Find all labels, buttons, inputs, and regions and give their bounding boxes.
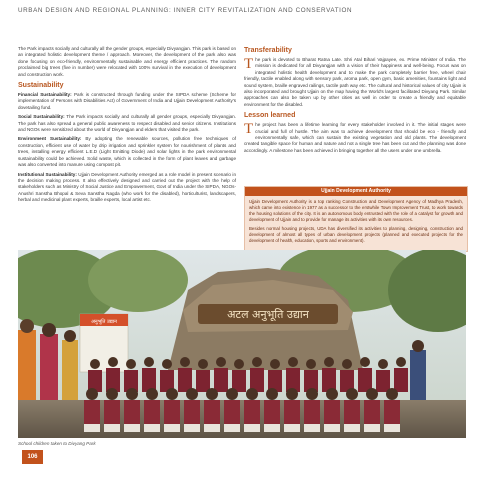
institutional-text: Ujjain Development Authority emerged as a role model in present scenario in the decision making process. It also effectively designed and carried out the project with the help of stakeholders such as Ministry of Social Justice and Empowerment, Govt of India under the SIPDA, NGOs- Anushri Sanstha Bhopal & Seva Sanstha Nagda (who work for the disabled), horticulturist, landscapers, herbal and medicinal plant experts, braille experts, local artist etc. [18, 171, 236, 203]
left-column [18, 46, 236, 207]
financial-label: Financial Sustainability: [18, 92, 72, 98]
park-photo-illustration [18, 250, 466, 438]
drop-cap: T [244, 56, 254, 72]
uda-info-box [244, 186, 468, 252]
uda-box-paragraph: Ujjain Development Authority is a top ranking Construction and Development Agency of Madhya Pradesh, which came into existence in 1977 as a successor to the erstwhile Town Improvement Trust, to work towards the housing solutions of the city. It is an autonomous body entrusted with the role of a catalyst for growth and development of Ujjain and to provide for manage its activities with its own resources. [249, 199, 463, 222]
environment-paragraph [18, 136, 236, 168]
environment-text: By adopting the renewable sources, pollution free techniques of construction, efficient use of water by drip irrigation and sprinkler system for nourishment of plants and trees, installing energy efficient L.E.D (Light Emitting Diode) and solar lights in the park environmental sustainability could be achieved. Solid waste, which is collected in the form of plant leaves and garbage was also converted into manure using compost pit. [18, 136, 237, 168]
park-photo [18, 250, 466, 438]
photo-caption: School children taken to Divyang Park [18, 441, 96, 446]
environment-label: Environment Sustainability: [18, 136, 82, 142]
drop-cap: T [244, 121, 254, 138]
transferability-heading: Transferability [244, 47, 292, 54]
social-text: The Park impacts socially and culturally all gender groups, especially Divyangjan. The park has also spread a general public awareness to respect disabled and senior citizens. Institutions and NGOs were sensitized about the world of Divyangjan and elders that visited the park. [18, 114, 236, 133]
banner-text: अनुभूति उद्यान [91, 319, 117, 325]
institutional-paragraph [18, 172, 236, 204]
park-sign-text: अटल अनुभूति उद्यान [227, 308, 309, 321]
lesson-text: he project has been a lifetime learning for every stakeholder involved in it. The initial stages were crucial and full of hustle. The aim was to achieve development that should be eco - friendly and environmentally safe, which can sustain the existing vegetation and old plants. The development created tangible space for human and nature and not a single tree has been cut and the planning was done accordingly. A milestone has been achieved in bringing together all the users under one umbrella. [244, 122, 466, 153]
uda-box-paragraph: Besides normal housing projects, UDA has diversified its activities to planning, designing, construction and development of almost all types of urban development projects (planned and executed projects for the development of health, education, sports and environment). [249, 226, 463, 243]
sustainability-heading: Sustainability [18, 82, 64, 90]
right-column [244, 46, 466, 157]
lesson-paragraph [244, 122, 466, 154]
running-header: URBAN DESIGN AND REGIONAL PLANNING: INNER CITY REVITALIZATION AND CONSERVATION [18, 7, 353, 14]
financial-paragraph [18, 92, 236, 111]
uda-box-title: Ujjain Development Authority [245, 187, 467, 196]
transferability-paragraph [244, 57, 466, 108]
intro-paragraph: The Park impacts socially and culturally all the gender groups, especially Divyangjan. This park is based on an integrated holistic development theme / approach. Moreover, the development of the park also was done focusing on eco-friendly, environmentally sustainable and energy efficient practices. The random proclaimed big trees (five in number) were relocated with 100% survival in the execution of development and construction work. [18, 46, 236, 77]
social-label: Social Sustainability: [18, 114, 65, 120]
institutional-label: Institutional Sustainability: [18, 171, 77, 177]
financial-text: Park is constructed through funding under the SIPDA scheme (Scheme for implementation of Persons with Disabilities Act) of Government of India and Ujjain Development Authority's dovetailing fund. [18, 92, 236, 110]
uda-box-body [245, 196, 467, 244]
transferability-text: he park is devoted to Bharat Ratna Late. Shri Atal Bihari Vajpayee, ex. Prime Minister of India. The mission is dedicated for all Divyangjan with a vision of their happiness and well-being. Focus was on integrated holistic health development and to make the park completely barrier free, wheel chair friendly, tactile enabled along with sensory park, aroma park, open gym, basic amenities, fountains light and sound system, braille engraved railings, tactile path way etc. The cultural and historical values of city Ujjain is also incorporated and brought Ujjain on the map having the World's largest facilitated Divyang Park. Similar approaches can also be taken up by other cities as well in order to create a friendly and equitable environment for the disabled. [244, 57, 466, 107]
lesson-heading: Lesson learned [244, 112, 296, 120]
social-paragraph [18, 114, 236, 133]
page-number: 106 [22, 450, 43, 464]
